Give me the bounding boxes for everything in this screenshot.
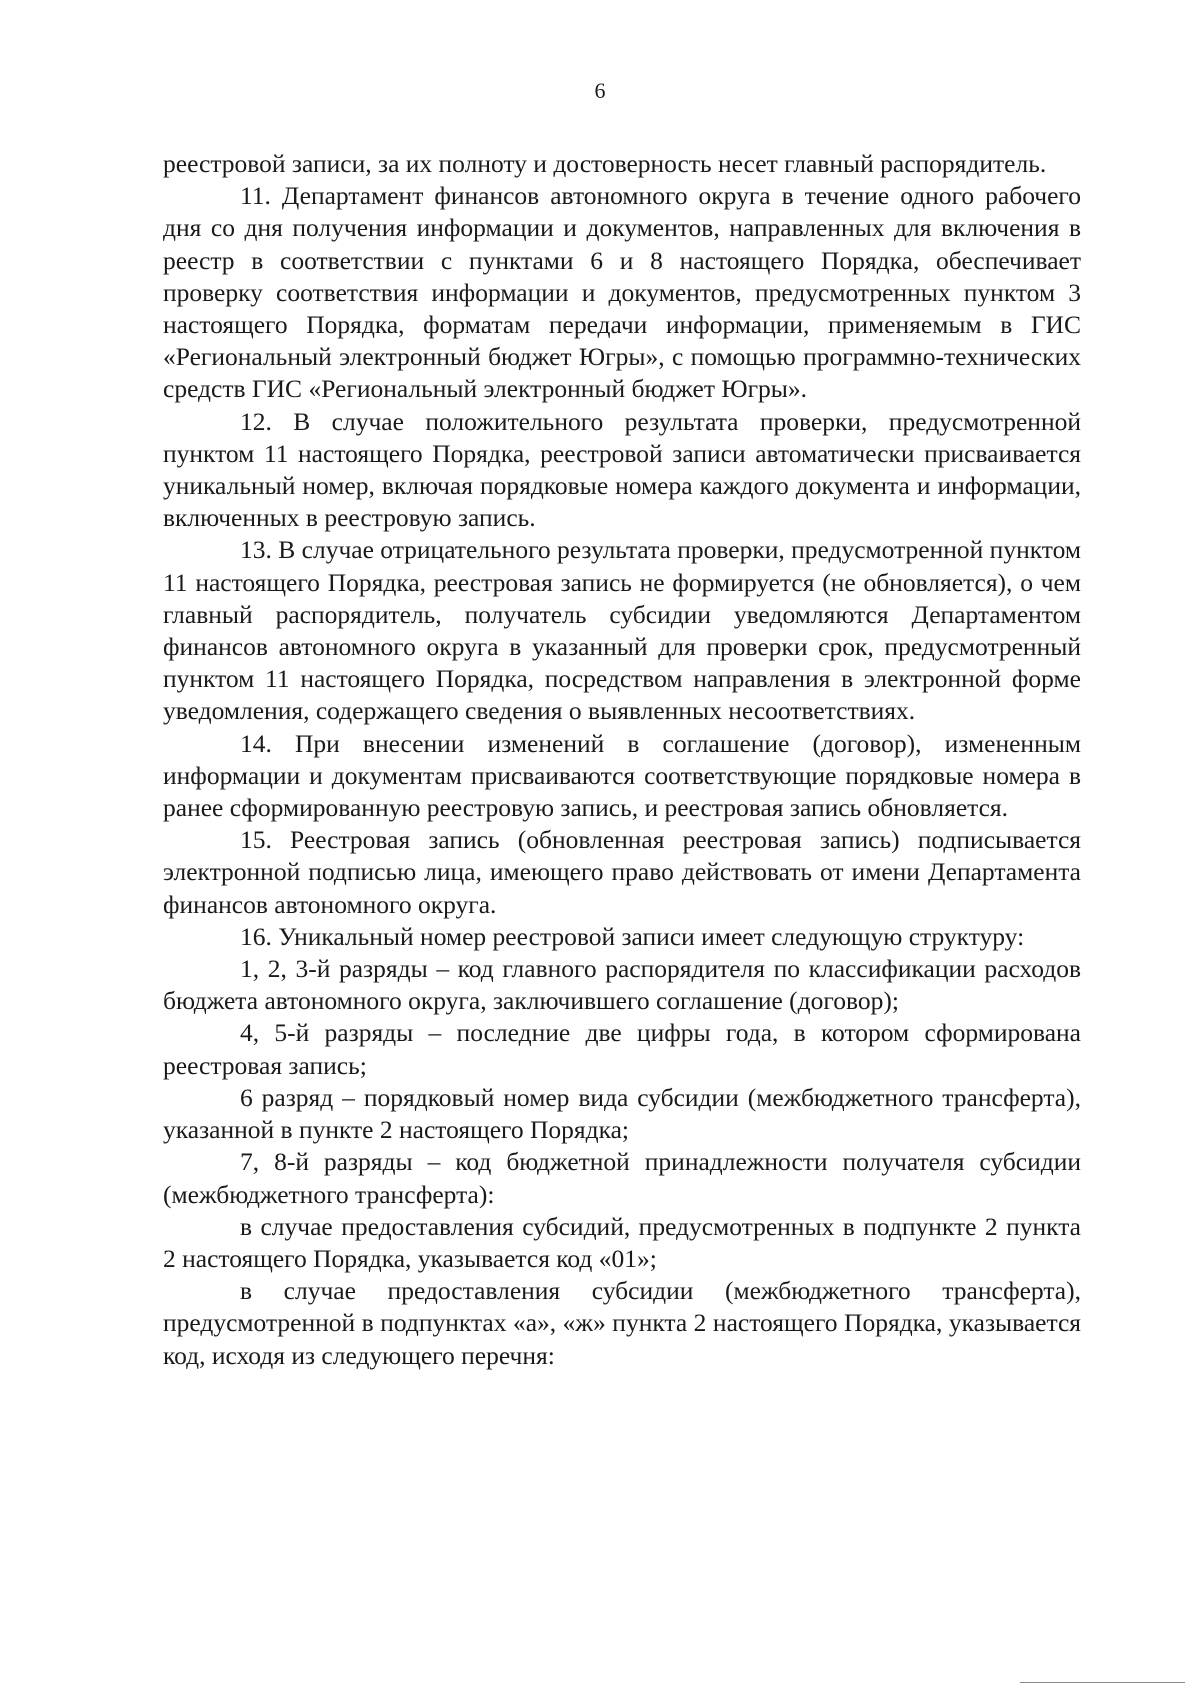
paragraph-16: 16. Уникальный номер реестровой записи имеет следующую структуру: bbox=[240, 921, 1025, 951]
page-number: 6 bbox=[594, 78, 606, 103]
paragraph-14: 14. При внесении изменений в соглашение (договор), измененным информации и документам присваиваются соответствующие порядковые номера в ранее сформированную реестровую запись, и реестровая запись обновляется. bbox=[163, 728, 1081, 823]
paragraph-digits-7-8: 7, 8-й разряды – код бюджетной принадлежности получателя субсидии (межбюджетного трансферта): bbox=[163, 1147, 1081, 1209]
document-body bbox=[163, 148, 1081, 1372]
paragraph-digits-4-5: 4, 5-й разряды – последние две цифры года, в котором сформирована реестровая запись; bbox=[163, 1018, 1081, 1080]
paragraph-11: 11. Департамент финансов автономного округа в течение одного рабочего дня со дня получения информации и документов, направленных для включения в реестр в соответствии с пунктами 6 и 8 настоящего Порядка, обеспечивает проверку соответствия информации и документов, предусмотренных пунктом 3 настоящего Порядка, форматам передачи информации, применяемым в ГИС «Региональный электронный бюджет Югры», с помощью программно-технических средств ГИС «Региональный электронный бюджет Югры». bbox=[163, 181, 1081, 404]
footer-rule bbox=[1020, 1682, 1185, 1683]
paragraph-12: 12. В случае положительного результата проверки, предусмотренной пунктом 11 настоящего Порядка, реестровой записи автоматически присваивается уникальный номер, включая порядковые номера каждого документа и информации, включенных в реестровую запись. bbox=[163, 406, 1081, 533]
paragraph-code-list-intro: в случае предоставления субсидии (межбюджетного трансферта), предусмотренной в подпунктах «а», «ж» пункта 2 настоящего Порядка, указывается код, исходя из следующего перечня: bbox=[163, 1276, 1081, 1370]
paragraph-code-01: в случае предоставления субсидий, предусмотренных в подпункте 2 пункта 2 настоящего Порядка, указывается код «01»; bbox=[163, 1211, 1081, 1273]
paragraph-digit-6: 6 разряд – порядковый номер вида субсидии (межбюджетного трансферта), указанной в пункте 2 настоящего Порядка; bbox=[163, 1082, 1081, 1145]
paragraph-digits-1-3: 1, 2, 3-й разряды – код главного распорядителя по классификации расходов бюджета автономного округа, заключившего соглашение (договор); bbox=[163, 954, 1081, 1016]
paragraph-13: 13. В случае отрицательного результата проверки, предусмотренной пунктом 11 настоящего Порядка, реестровая запись не формируется (не обновляется), о чем главный распорядитель, получатель субсидии уведомляются Департаментом финансов автономного округа в указанный для проверки срок, предусмотренный пунктом 11 настоящего Порядка, посредством направления в электронной форме уведомления, содержащего сведения о выявленных несоответствиях. bbox=[163, 535, 1081, 726]
paragraph-continuation: реестровой записи, за их полноту и достоверность несет главный распорядитель. bbox=[163, 149, 1047, 178]
paragraph-15: 15. Реестровая запись (обновленная реестровая запись) подписывается электронной подписью лица, имеющего право действовать от имени Департамента финансов автономного округа. bbox=[163, 825, 1081, 919]
